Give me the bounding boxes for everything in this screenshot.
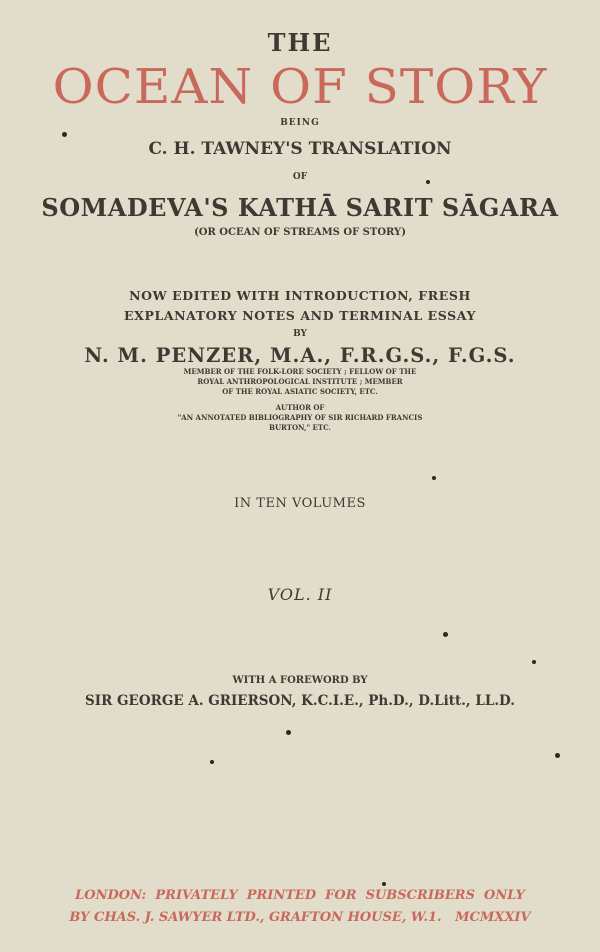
ink-spot bbox=[286, 730, 291, 735]
editor-credit-1: MEMBER OF THE FOLK-LORE SOCIETY ; FELLOW OF THE bbox=[183, 367, 417, 376]
imprint-line-2: BY CHAS. J. SAWYER LTD., GRAFTON HOUSE, W.1. MCMXXIV bbox=[69, 910, 531, 925]
book-title: OCEAN OF STORY bbox=[52, 59, 548, 115]
author-of-label: AUTHOR OF bbox=[275, 403, 325, 412]
being-label: BEING bbox=[280, 118, 320, 128]
author-work-2: BURTON," ETC. bbox=[269, 423, 331, 432]
ink-spot bbox=[382, 882, 386, 886]
ink-spot bbox=[555, 753, 560, 758]
imprint-line-1: LONDON: PRIVATELY PRINTED FOR SUBSCRIBERS ONLY bbox=[75, 888, 525, 903]
work-title: SOMADEVA'S KATHĀ SARIT SĀGARA bbox=[41, 193, 559, 222]
edited-line-1: NOW EDITED WITH INTRODUCTION, FRESH bbox=[129, 288, 471, 303]
ink-spot bbox=[432, 476, 436, 480]
title-prefix: THE bbox=[267, 28, 333, 57]
of-label: OF bbox=[292, 172, 308, 182]
by-label: BY bbox=[293, 329, 307, 339]
work-subtitle: (OR OCEAN OF STREAMS OF STORY) bbox=[194, 227, 406, 238]
ink-spot bbox=[426, 180, 430, 184]
volume-count: IN TEN VOLUMES bbox=[234, 496, 366, 511]
translation-line: C. H. TAWNEY'S TRANSLATION bbox=[148, 139, 452, 159]
ink-spot bbox=[210, 760, 214, 764]
editor-name: N. M. PENZER, M.A., F.R.G.S., F.G.S. bbox=[84, 344, 516, 367]
ink-spot bbox=[532, 660, 536, 664]
author-work-1: "AN ANNOTATED BIBLIOGRAPHY OF SIR RICHARD FRANCIS bbox=[177, 413, 423, 422]
ink-spot bbox=[443, 632, 448, 637]
foreword-label: WITH A FOREWORD BY bbox=[232, 675, 368, 686]
edited-line-2: EXPLANATORY NOTES AND TERMINAL ESSAY bbox=[124, 308, 476, 323]
volume-number: VOL. II bbox=[267, 585, 333, 604]
editor-credit-3: OF THE ROYAL ASIATIC SOCIETY, ETC. bbox=[222, 387, 378, 396]
foreword-author: SIR GEORGE A. GRIERSON, K.C.I.E., Ph.D., D.Litt., LL.D. bbox=[85, 693, 515, 709]
ink-spot bbox=[62, 132, 67, 137]
editor-credit-2: ROYAL ANTHROPOLOGICAL INSTITUTE ; MEMBER bbox=[197, 377, 403, 386]
